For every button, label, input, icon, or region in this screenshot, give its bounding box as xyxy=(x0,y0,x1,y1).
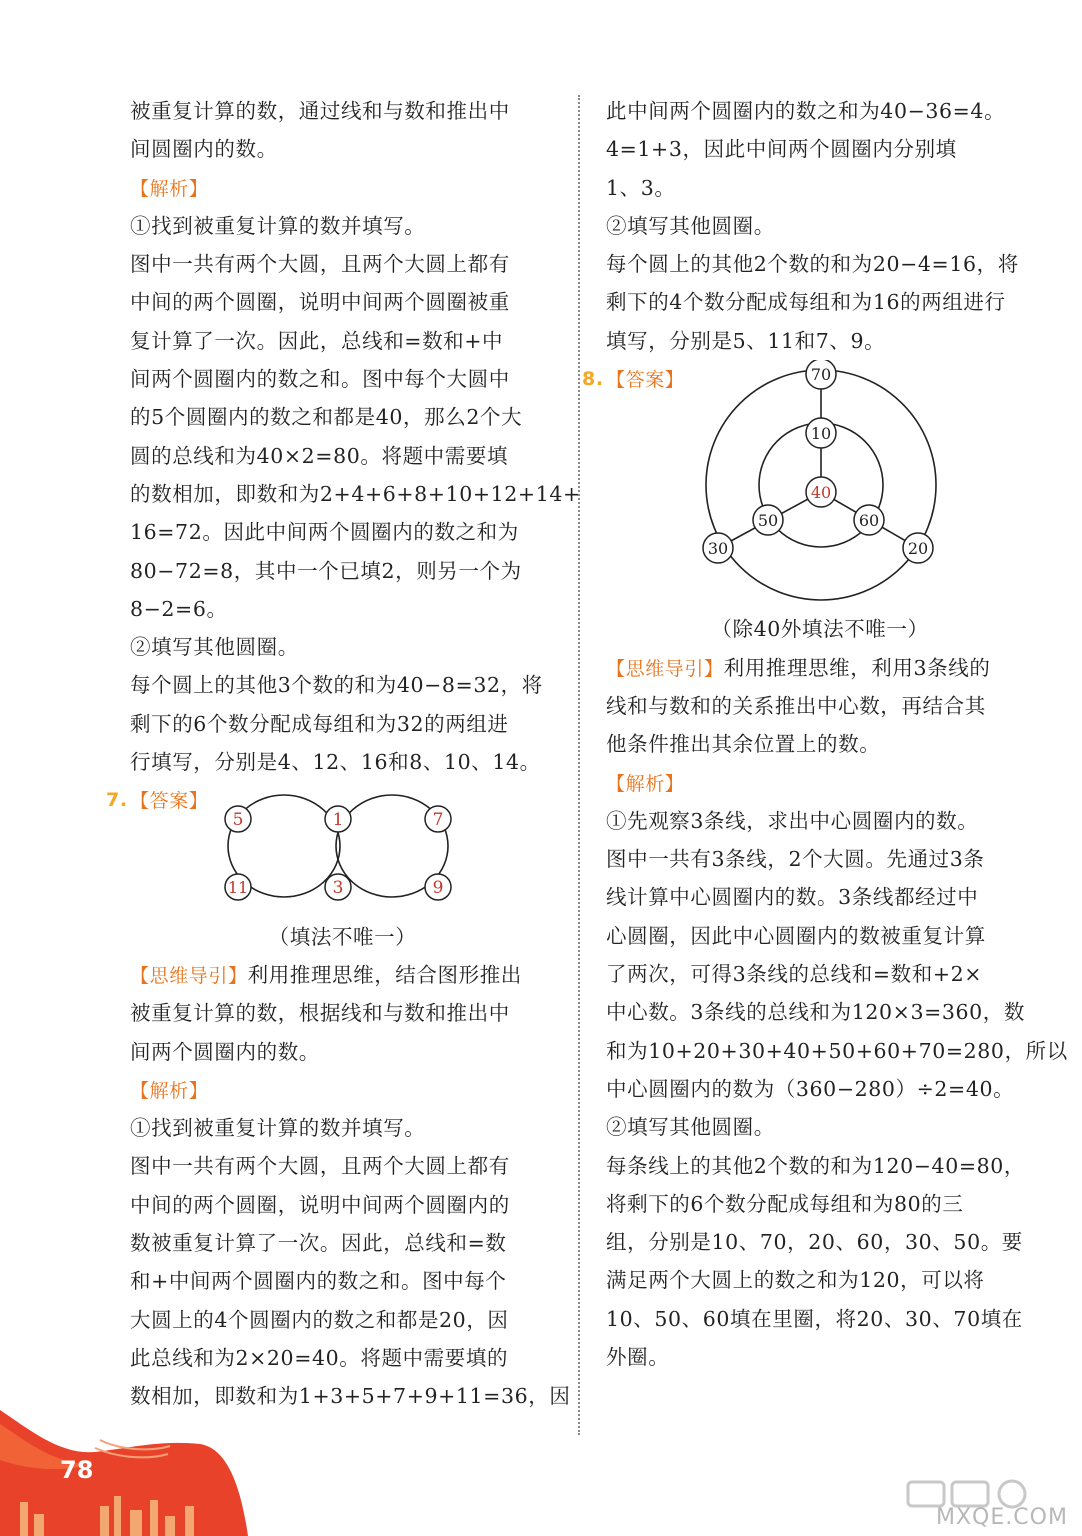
q8-node xyxy=(753,505,783,535)
paragraph-line: 线和与数和的关系推出中心数，再结合其 xyxy=(606,693,986,718)
paragraph-line: 每个圆上的其他3个数的和为40−8=32，将 xyxy=(130,673,543,698)
paragraph-line: 圆的总线和为40×2=80。将题中需要填 xyxy=(130,443,509,468)
paragraph-line: 1、3。 xyxy=(606,175,676,200)
paragraph-line: 的数相加，即数和为2+4+6+8+10+12+14+ xyxy=(130,481,581,506)
text-block-left-top xyxy=(130,92,555,169)
section-label-jiexi xyxy=(606,764,1034,802)
paragraph-line: 填写，分别是5、11和7、9。 xyxy=(606,328,886,353)
paragraph-line: 图中一共有3条线，2个大圆。先通过3条 xyxy=(606,847,985,872)
paragraph-line: 4=1+3，因此中间两个圆圈内分别填 xyxy=(606,137,957,162)
paragraph-line: 行填写，分别是4、12、16和8、10、14。 xyxy=(130,750,541,775)
q8-center-node xyxy=(806,477,836,507)
svg-text:10: 10 xyxy=(810,424,832,444)
paragraph-line: 此中间两个圆圈内的数之和为40−36=4。 xyxy=(606,99,1006,123)
jiexi-label: 【解析】 xyxy=(130,1079,209,1102)
answer-label: 【答案】 xyxy=(130,790,209,813)
right-column xyxy=(582,92,1068,1376)
text-block-left-siwei xyxy=(130,994,555,1071)
paragraph-line: 80−72=8，其中一个已填2，则另一个为 xyxy=(130,558,522,583)
paragraph-line: 组，分别是10、70，20、60，30、50。要 xyxy=(606,1230,1023,1255)
svg-text:1: 1 xyxy=(332,809,344,830)
paragraph-line: ②填写其他圆圈。 xyxy=(606,213,775,238)
paragraph-line: 间圆圈内的数。 xyxy=(130,137,278,162)
siwei-line xyxy=(130,956,555,994)
paragraph-line: 8−2=6。 xyxy=(130,596,228,621)
jiexi-label: 【解析】 xyxy=(606,772,685,795)
paragraph-line: 复计算了一次。因此，总线和=数和+中 xyxy=(130,328,504,353)
siwei-line xyxy=(606,649,1034,687)
paragraph-line: ②填写其他圆圈。 xyxy=(130,635,299,660)
q7-caption: （填法不唯一） xyxy=(268,924,417,949)
paragraph-line: 中间的两个圆圈，说明中间两个圆圈内的 xyxy=(130,1192,510,1217)
q8-node xyxy=(806,418,836,448)
paragraph-line: 图中一共有两个大圆，且两个大圆上都有 xyxy=(130,252,510,277)
watermark-text: MXQE.COM xyxy=(936,1505,1068,1530)
siwei-text: 利用推理思维，利用3条线的 xyxy=(723,655,991,680)
svg-text:50: 50 xyxy=(757,511,779,531)
svg-text:30: 30 xyxy=(707,539,729,559)
siwei-label: 【思维导引】 xyxy=(606,657,724,680)
page-number: 78 xyxy=(60,1456,94,1484)
paragraph-line: 此总线和为2×20=40。将题中需要填的 xyxy=(130,1345,509,1370)
paragraph-line: 图中一共有两个大圆，且两个大圆上都有 xyxy=(130,1154,510,1179)
text-block-left-analysis xyxy=(130,207,581,781)
question-number: 8. xyxy=(582,368,604,391)
column-divider xyxy=(578,95,580,1435)
paragraph-line: 心圆圈，因此中心圆圈内的数被重复计算 xyxy=(606,923,986,948)
paragraph-line: ①找到被重复计算的数并填写。 xyxy=(130,1116,426,1141)
paragraph-line: 每个圆上的其他2个数的和为20−4=16，将 xyxy=(606,252,1019,277)
question-7-header xyxy=(106,781,555,819)
paragraph-line: 被重复计算的数，根据线和与数和推出中 xyxy=(130,1001,510,1026)
paragraph-line: ①先观察3条线，求出中心圆圈内的数。 xyxy=(606,808,979,833)
text-block-left-analysis-2 xyxy=(130,1109,571,1415)
q8-node xyxy=(703,533,733,563)
paragraph-line: 将剩下的6个数分配成每组和为80的三 xyxy=(606,1191,964,1216)
svg-text:60: 60 xyxy=(858,511,880,531)
answer-label: 【答案】 xyxy=(606,369,685,392)
paragraph-line: 剩下的4个数分配成每组和为16的两组进行 xyxy=(606,290,1006,315)
svg-text:7: 7 xyxy=(432,809,444,830)
text-block-right-top xyxy=(606,92,1034,360)
svg-text:70: 70 xyxy=(810,365,832,385)
q8-node xyxy=(903,533,933,563)
section-label-jiexi xyxy=(130,169,555,207)
question-number: 7. xyxy=(106,789,128,812)
section-label-jiexi xyxy=(130,1071,555,1109)
svg-text:20: 20 xyxy=(907,539,929,559)
corner-decoration xyxy=(0,1410,260,1536)
jiexi-label: 【解析】 xyxy=(130,177,209,200)
paragraph-line: 被重复计算的数，通过线和与数和推出中 xyxy=(130,99,510,123)
svg-text:40: 40 xyxy=(810,483,832,503)
paragraph-line: 每条线上的其他2个数的和为120−40=80， xyxy=(606,1153,1025,1178)
paragraph-line: 和为10+20+30+40+50+60+70=280，所以 xyxy=(606,1038,1068,1063)
paragraph-line: 他条件推出其余位置上的数。 xyxy=(606,732,881,757)
question-8-header xyxy=(582,360,1034,398)
q7-node xyxy=(425,874,451,900)
siwei-label: 【思维导引】 xyxy=(130,964,248,987)
svg-text:11: 11 xyxy=(227,877,249,897)
left-column xyxy=(106,92,581,1416)
paragraph-line: 间两个圆圈内的数之和。图中每个大圆中 xyxy=(130,367,510,392)
paragraph-line: 剩下的6个数分配成每组和为32的两组进 xyxy=(130,711,509,736)
q8-caption: （除40外填法不唯一） xyxy=(711,617,929,642)
svg-text:3: 3 xyxy=(332,877,344,898)
paragraph-line: 10、50、60填在里圈，将20、30、70填在 xyxy=(606,1306,1023,1331)
paragraph-line: 和+中间两个圆圈内的数之和。图中每个 xyxy=(130,1269,507,1294)
paragraph-line: 线计算中心圆圈内的数。3条线都经过中 xyxy=(606,885,979,910)
svg-text:5: 5 xyxy=(232,809,244,830)
paragraph-line: 外圈。 xyxy=(606,1345,670,1370)
svg-text:9: 9 xyxy=(432,877,444,898)
q8-node xyxy=(854,505,884,535)
paragraph-line: 数相加，即数和为1+3+5+7+9+11=36，因 xyxy=(130,1384,571,1409)
paragraph-line: 了两次，可得3条线的总线和=数和+2× xyxy=(606,962,983,987)
paragraph-line: 间两个圆圈内的数。 xyxy=(130,1039,320,1064)
paragraph-line: 中间的两个圆圈，说明中间两个圆圈被重 xyxy=(130,290,510,315)
paragraph-line: 数被重复计算了一次。因此，总线和=数 xyxy=(130,1231,507,1256)
siwei-text: 利用推理思维，结合图形推出 xyxy=(247,962,522,987)
paragraph-line: 满足两个大圆上的数之和为120，可以将 xyxy=(606,1268,985,1293)
q7-node xyxy=(225,874,251,900)
text-block-right-siwei xyxy=(606,687,1034,764)
q7-node xyxy=(325,874,351,900)
paragraph-line: 16=72。因此中间两个圆圈内的数之和为 xyxy=(130,520,519,545)
paragraph-line: 的5个圆圈内的数之和都是40，那么2个大 xyxy=(130,405,523,430)
paragraph-line: 中心数。3条线的总线和为120×3=360，数 xyxy=(606,1000,1025,1025)
text-block-right-analysis xyxy=(606,802,1068,1376)
paragraph-line: ②填写其他圆圈。 xyxy=(606,1115,775,1140)
paragraph-line: 大圆上的4个圆圈内的数之和都是20，因 xyxy=(130,1307,509,1332)
paragraph-line: 中心圆圈内的数为（360−280）÷2=40。 xyxy=(606,1076,1015,1101)
paragraph-line: ①找到被重复计算的数并填写。 xyxy=(130,213,426,238)
